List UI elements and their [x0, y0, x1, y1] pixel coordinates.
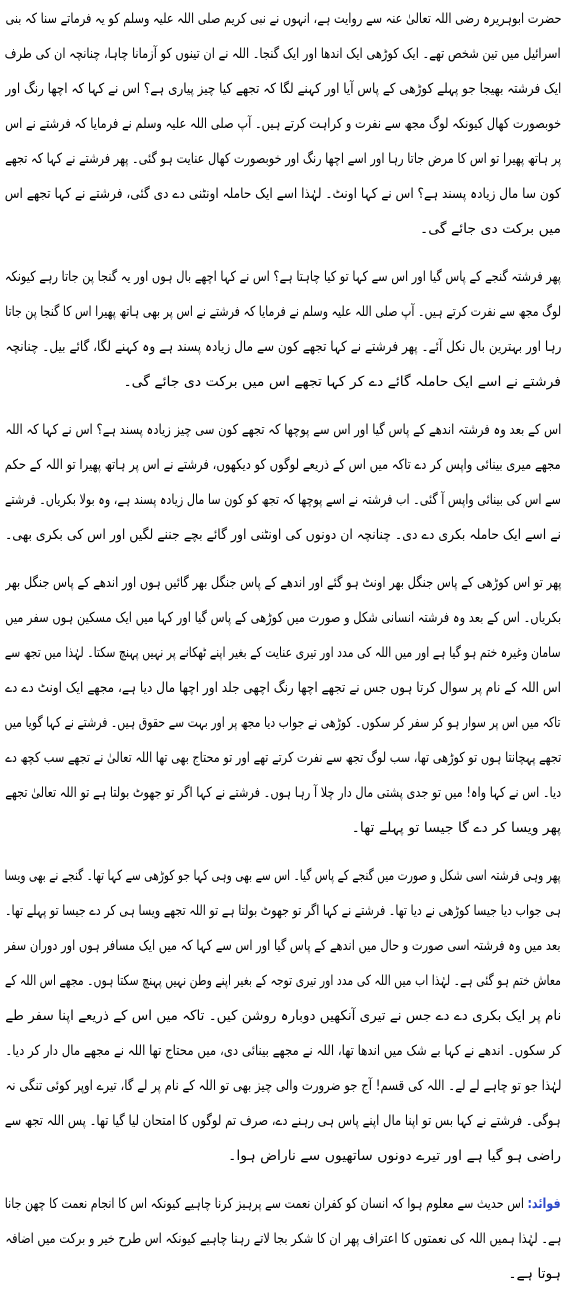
line-text: حضرت ابوہریرہ رضی اللہ تعالیٰ عنہ سے روایت ہے، انہوں نے نبی کریم صلی اللہ علیہ وسلم کو یہ فرماتے سنا کہ بنی	[5, 11, 561, 27]
text-line	[5, 413, 561, 448]
text-line	[5, 212, 561, 247]
line-text: اس کے بعد وہ فرشتہ اندھے کے پاس گیا اور اس سے پوچھا کہ تجھے کون سی چیز زیادہ پسند ہے؟ اس نے کہا کہ اللہ	[5, 422, 561, 438]
text-line	[5, 1257, 561, 1292]
text-line	[5, 107, 561, 142]
text-line	[5, 859, 561, 894]
line-text: دیا۔ اس نے کہا واہ! میں تو جدی پشتی مال دار چلا آ رہا ہوں۔ فرشتے نے کہا اگر تو جھوٹ بولتا ہے تو اللہ تعالیٰ تجھے	[5, 785, 561, 801]
text-line	[5, 636, 561, 671]
paragraph-bald-story	[5, 260, 561, 400]
line-text: پھر تو اس کوڑھی کے پاس جنگل بھر اونٹ ہو گئے اور اندھے کے پاس جنگل بھر گائیں ہوں اور اندھے کے پاس جنگل بھر	[5, 575, 561, 591]
text-line	[5, 706, 561, 741]
benefits-paragraph	[5, 1187, 561, 1292]
line-text: پھر ویسا کر دے گا جیسا تو پہلے تھا۔	[351, 820, 561, 836]
text-line	[5, 142, 561, 177]
line-text: اس اللہ کے نام پر سوال کرتا ہوں جس نے تجھے اچھا رنگ اچھی جلد اور اچھا مال دیا ہے، مجھے ایک اونٹ دے دے	[5, 680, 561, 696]
text-line	[5, 601, 561, 636]
line-text: بکریاں۔ اس کے بعد وہ فرشتہ انسانی شکل و صورت میں کوڑھی کے پاس گیا اور کہا میں ایک مسکین ہوں سفر میں	[5, 610, 561, 626]
line-text: رہا اور بہترین بال نکل آئے۔ پھر فرشتے نے کہا تجھے کون سے مال زیادہ پسند ہے وہ کہنے لگا، گائے بیل۔ چنانچہ	[5, 339, 561, 355]
text-line	[5, 1069, 561, 1104]
paragraph-leper-test	[5, 566, 561, 846]
line-text: نام پر ایک بکری دے دے جس نے تیری آنکھیں دوبارہ روشن کیں۔ تاکہ میں اس کے ذریعے اپنا سفر طے	[5, 1008, 561, 1024]
paragraph-leper-story	[5, 2, 561, 247]
text-line	[5, 894, 561, 929]
text-line	[5, 2, 561, 37]
text-line	[5, 37, 561, 72]
line-text: نے اسے ایک حاملہ بکری دے دی۔ چنانچہ ان دونوں کی اونٹنی اور گائے بچے جننے لگیں اور اس کی بکری بھی۔	[5, 527, 561, 543]
line-text: پر ہاتھ پھیرا تو اس کا مرض جاتا رہا اور اسے اچھا رنگ اور خوبصورت کھال عنایت ہو گئی۔ پھر فرشتے نے کہا کہ تجھے	[5, 151, 561, 167]
line-text: راضی ہو گیا ہے اور تیرے دونوں ساتھیوں سے ناراض ہوا۔	[228, 1148, 561, 1164]
line-text: ہوتا ہے۔	[508, 1266, 561, 1282]
text-line	[5, 260, 561, 295]
line-text: معاش ختم ہو گئی ہے۔ لہٰذا اب میں اللہ کی مدد اور تیری توجہ کے بغیر اپنے وطن نہیں پہنچ سکتا ہوں۔ مجھے اس اللہ کے	[5, 973, 561, 989]
text-line	[5, 1222, 561, 1257]
line-text: خوبصورت کھال کیونکہ لوگ مجھ سے نفرت و کراہت کرتے ہیں۔ آپ صلی اللہ علیہ وسلم نے فرمایا کہ فرشتے نے اس	[5, 116, 561, 132]
line-text: اسرائیل میں تین شخص تھے۔ ایک کوڑھی ایک اندھا اور ایک گنجا۔ اللہ نے ان تینوں کو آزمانا چاہا، چنانچہ ان کی طرف	[5, 46, 561, 62]
line-text: کون سا مال زیادہ پسند ہے؟ اس نے کہا اونٹ۔ لہٰذا اسے ایک حاملہ اونٹنی دے دی گئی، فرشتے نے کہا تجھے اس	[5, 186, 561, 202]
line-text: لوگ مجھ سے نفرت کرتے ہیں۔ آپ صلی اللہ علیہ وسلم نے فرمایا کہ فرشتے نے اس پر بھی ہاتھ پھیرا اس کا گنجا پن جاتا	[5, 304, 561, 320]
line-text: تجھے پہچانتا ہوں تو کوڑھی تھا، سب لوگ تجھ سے نفرت کرتے تھے اور تو محتاج بھی تھا اللہ تعالیٰ نے تجھے سب کچھ دے	[5, 750, 561, 766]
text-line	[5, 964, 561, 999]
line-text: ایک فرشتہ بھیجا جو پہلے کوڑھی کے پاس آیا اور کہنے لگا کہ تجھے کیا چیز پیاری ہے؟ اس نے کہا کہ اچھا رنگ اور	[5, 81, 561, 97]
text-line	[5, 929, 561, 964]
text-line	[5, 566, 561, 601]
text-line	[5, 1034, 561, 1069]
text-line	[5, 999, 561, 1034]
line-text: ہے۔ لہٰذا ہمیں اللہ کی نعمتوں کا اعتراف پھر ان کا شکر بجا لاتے رہنا چاہیے کیونکہ اس طرح خیر و برکت میں اضافہ	[5, 1231, 561, 1247]
text-line	[5, 671, 561, 706]
text-line	[5, 1139, 561, 1174]
text-line	[5, 811, 561, 846]
text-line	[5, 448, 561, 483]
paragraph-blind-story	[5, 413, 561, 553]
line-text: لہٰذا جو تو چاہے لے لے۔ اللہ کی قسم! آج جو ضرورت والی چیز بھی تو اللہ کے نام پر لے گا، تیرے اوپر کوئی تنگی نہ	[5, 1078, 561, 1094]
text-line	[5, 177, 561, 212]
line-text: پھر فرشتہ گنجے کے پاس گیا اور اس سے کہا تو کیا چاہتا ہے؟ اس نے کہا اچھے بال ہوں اور یہ گنجا پن جاتا رہے کیونکہ	[5, 269, 561, 285]
line-text: ہوگی۔ فرشتے نے کہا بس تو اپنا مال اپنے پاس ہی رہنے دے، صرف تم لوگوں کا امتحان لیا گیا تھا۔ پس اللہ تجھ سے	[5, 1113, 561, 1129]
line-text: میں برکت دی جائے گی۔	[420, 221, 561, 237]
line-text: پھر وہی فرشتہ اسی شکل و صورت میں گنجے کے پاس گیا۔ اس سے بھی وہی کہا جو کوڑھی سے کہا تھا۔ گنجے نے بھی ویسا	[5, 868, 561, 884]
text-line	[5, 518, 561, 553]
line-text: مجھے میری بینائی واپس کر دے تاکہ میں اس کے ذریعے لوگوں کو دیکھوں، فرشتے نے اس پر ہاتھ پھیرا تو اللہ کے حکم	[5, 457, 561, 473]
line-text: کر سکوں۔ اندھے نے کہا بے شک میں اندھا تھا، اللہ نے مجھے بینائی دی، میں محتاج تھا اللہ نے مجھے مال دار کر دیا۔	[5, 1043, 561, 1059]
text-line	[5, 295, 561, 330]
text-line	[5, 483, 561, 518]
line-text: بعد میں وہ فرشتہ اسی صورت و حال میں اندھے کے پاس گیا اور اس سے کہا کہ میں ایک مسافر ہوں اور دوران سفر	[5, 938, 561, 954]
line-text: سے اس کی بینائی واپس آ گئی۔ اب فرشتہ نے اسے پوچھا کہ تجھ کو کون سا مال زیادہ پسند ہے، وہ بولا بکریاں۔ فرشتے	[5, 492, 561, 508]
text-line	[5, 1187, 561, 1222]
line-text: تاکہ میں اس پر سوار ہو کر سفر کر سکوں۔ کوڑھی نے جواب دیا مجھ پر اور بہت سے حقوق ہیں۔ فرشتے نے کہا گویا میں	[5, 715, 561, 731]
benefits-text: اس حدیث سے معلوم ہوا کہ انسان کو کفران نعمت سے پرہیز کرنا چاہیے کیونکہ اس کا انجام نعمت کا چھن جانا	[5, 1196, 525, 1212]
line-text: ہی جواب دیا جیسا کوڑھی نے دیا تھا۔ فرشتے نے کہا اگر تو جھوٹ بولتا ہے تو اللہ تجھے ویسا ہی کر دے جیسا تو پہلے تھا۔	[5, 903, 561, 919]
text-line	[5, 330, 561, 365]
text-line	[5, 365, 561, 400]
benefits-label: فوائد:	[527, 1196, 561, 1212]
line-text	[5, 1187, 561, 1222]
text-line	[5, 72, 561, 107]
text-line	[5, 1104, 561, 1139]
paragraph-bald-and-blind-test	[5, 859, 561, 1174]
line-text: فرشتے نے اسے ایک حاملہ گائے دے کر کہا تجھے اس میں برکت دی جائے گی۔	[123, 374, 561, 390]
line-text: سامان وغیرہ ختم ہو گیا ہے اور میں اللہ کی مدد اور تیری عنایت کے بغیر اپنے ٹھکانے پر نہیں پہنچ سکتا۔ لہٰذا میں تجھ سے	[5, 645, 561, 661]
text-line	[5, 741, 561, 776]
text-line	[5, 776, 561, 811]
